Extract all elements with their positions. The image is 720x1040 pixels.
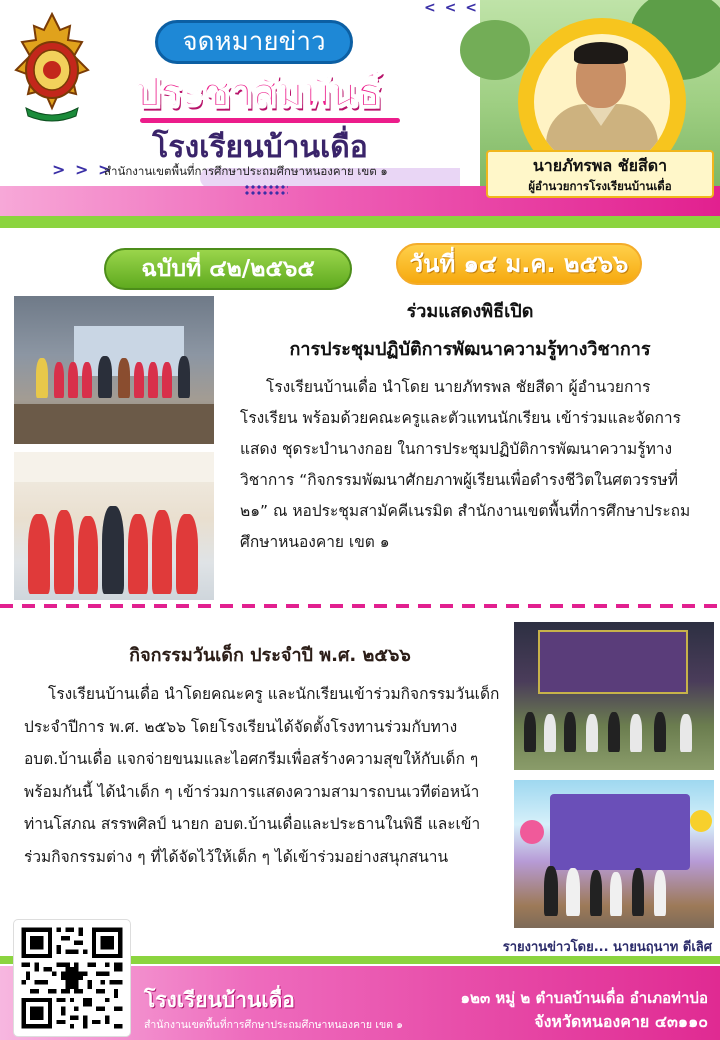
person-figure [586,714,598,752]
office-name: สำนักงานเขตพื้นที่การศึกษาประถมศึกษาหนองคาย เขต ๑ [104,164,388,178]
section-divider [0,604,720,608]
article1-title-line2: การประชุมปฏิบัติการพัฒนาความรู้ทางวิชาการ [289,339,651,360]
qr-code-icon[interactable] [14,920,130,1036]
header-green-band [0,216,720,228]
page-title: ประชาสัมพันธ์ [134,70,382,116]
article2-photo-stage [514,622,714,770]
ceiling [14,452,214,482]
tree-shape [460,20,530,80]
arrows-decoration: > > > [52,160,114,179]
person-figure [178,356,190,398]
person-figure [162,362,172,398]
footer-school-name: โรงเรียนบ้านเดื่อ [144,988,295,1012]
article2-title: กิจกรรมวันเด็ก ประจำปี พ.ศ. ๒๕๖๖ [129,645,411,666]
newsletter-label: จดหมายข่าว [155,20,353,64]
person-figure [654,870,666,916]
footer-office-name: สำนักงานเขตพื้นที่การศึกษาประถมศึกษาหนองคาย เขต ๑ [144,1019,403,1031]
stage-backdrop [538,630,688,694]
footer-address-line1: ๑๒๓ หมู่ ๒ ตำบลบ้านเดื่อ อำเภอท่าบ่อ [460,989,708,1007]
person-figure [54,362,64,398]
top-arrows-decoration: < < < [424,0,479,16]
person-figure [134,362,144,398]
person-figure [102,506,124,594]
article1-title-line1: ร่วมแสดงพิธีเปิด [406,301,534,322]
childrens-day-backdrop [550,794,690,870]
article1-photo-stage [14,296,214,444]
director-name-card [486,150,714,198]
person-figure [176,514,198,594]
header [0,0,720,228]
person-figure [654,712,666,752]
dots-decoration [244,184,288,196]
person-figure [152,510,172,594]
balloon [690,810,712,832]
article2-photo-backdrop [514,780,714,928]
reporter-credit: รายงานข่าวโดย... นายนฤนาท ดีเลิศ [502,940,712,955]
footer-address-line2: จังหวัดหนองคาย ๔๓๑๑๐ [534,1012,708,1031]
article1-photo-group [14,452,214,600]
person-figure [128,514,148,594]
person-figure [78,516,98,594]
issue-date-badge: วันที่ ๑๔ ม.ค. ๒๕๖๖ [396,243,642,285]
person-figure [148,362,158,398]
director-name: นายภัทรพล ชัยสีดา [532,156,668,175]
person-figure [564,712,576,752]
person-figure [524,712,536,752]
person-figure [680,714,692,752]
person-figure [630,714,642,752]
person-figure [544,714,556,752]
person-figure [590,870,602,916]
person-figure [632,868,644,916]
person-figure [68,362,78,398]
person-figure [566,868,580,916]
school-emblem-icon [10,12,94,124]
person-figure [54,510,74,594]
person-figure [28,514,50,594]
person-figure [36,358,48,398]
person-figure [544,866,558,916]
portrait-hair [574,42,628,64]
person-figure [82,362,92,398]
person-figure [98,356,112,398]
title-underline [140,118,400,123]
article1-body: โรงเรียนบ้านเดื่อ นำโดย นายภัทรพล ชัยสีดา ผู้อำนวยการโรงเรียน พร้อมด้วยคณะครูและตัวแทนนักเรียน เข้าร่วมและจัดการแสดง ชุดระบำนางกอย ในการประชุมปฏิบัติการพัฒนาความรู้ทางวิชาการ “กิจกรรมพัฒนาศักยภาพผู้เรียนเพื่อดำรงชีวิตในศตวรรษที่ ๒๑” ณ หอประชุมสามัคคีเนรมิต สำนักงานเขตพื้นที่การศึกษาประถมศึกษาหนองคาย เขต ๑ [240,378,691,551]
person-figure [608,712,620,752]
person-figure [118,358,130,398]
school-name: โรงเรียนบ้านเดื่อ [152,130,368,165]
person-figure [610,872,622,916]
director-title: ผู้อำนวยการโรงเรียนบ้านเดื่อ [528,179,672,193]
article2-body: โรงเรียนบ้านเดื่อ นำโดยคณะครู และนักเรียนเข้าร่วมกิจกรรมวันเด็กประจำปีการ พ.ศ. ๒๕๖๖ โดยโรงเรียนได้จัดตั้งโรงทานร่วมกับทาง อบต.บ้านเดื่อ แจกจ่ายขนมและไอศกรีมเพื่อสร้างความสุขให้กับเด็ก ๆ พร้อมกันนี้ ได้นำเด็ก ๆ เข้าร่วมการแสดงความสามารถบนเวทีต่อหน้าท่านโสภณ สรรพศิลป์ นายก อบต.บ้านเดื่อและประธานในพิธี และเข้าร่วมกิจกรรมต่าง ๆ ที่ได้จัดไว้ให้เด็ก ๆ ได้เข้าร่วมอย่างสนุกสนาน [24,685,500,866]
issue-number-badge: ฉบับที่ ๔๒/๒๕๖๕ [104,248,352,290]
stage-floor [14,404,214,444]
balloon [520,820,544,844]
